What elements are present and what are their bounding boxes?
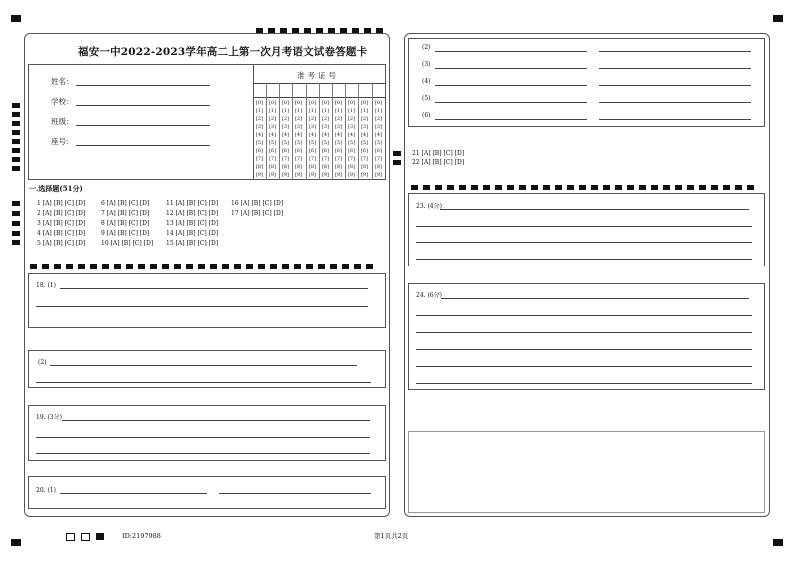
side-mark (12, 201, 20, 206)
footer-box-outline (66, 533, 75, 541)
digit-bubble[interactable]: [3] (281, 124, 290, 130)
mc-item[interactable]: 16 [A] [B] [C] [D] (231, 200, 284, 207)
name-field[interactable] (76, 85, 210, 86)
digit-bubble[interactable]: [5] (268, 140, 277, 146)
digit-bubble[interactable]: [4] (321, 132, 330, 138)
digit-bubble[interactable]: [7] (281, 156, 290, 162)
digit-bubble[interactable]: [5] (334, 140, 343, 146)
digit-bubble[interactable]: [9] (374, 172, 383, 178)
q18b-label: (2) (38, 359, 47, 366)
blank-answer-box[interactable] (408, 431, 765, 513)
digit-bubble[interactable]: [3] (255, 124, 264, 130)
digit-bubble[interactable]: [2] (334, 116, 343, 122)
mc-col-1[interactable] (37, 200, 85, 250)
mc-item[interactable]: 4 [A] [B] [C] [D] (37, 230, 86, 237)
digit-bubble[interactable]: [5] (281, 140, 290, 146)
q18b-answer-line[interactable] (50, 365, 357, 366)
side-mark (12, 157, 20, 162)
mc-col-3[interactable] (166, 200, 218, 250)
digit-bubble[interactable]: [2] (360, 116, 369, 122)
digit-bubble[interactable]: [2] (281, 116, 290, 122)
digit-bubble[interactable]: [1] (347, 108, 356, 114)
school-field[interactable] (76, 105, 210, 106)
subpart-label: (3) (422, 61, 431, 68)
q18b-answer-line[interactable] (36, 382, 371, 383)
q20-label: 20. (1) (36, 487, 56, 494)
q23-answer-line[interactable] (416, 226, 752, 227)
mc-col-4[interactable] (231, 200, 283, 220)
digit-bubble[interactable]: [8] (347, 164, 356, 170)
digit-bubble[interactable]: [4] (255, 132, 264, 138)
subpart-label: (5) (422, 95, 431, 102)
mc-item[interactable]: 22 [A] [B] [C] [D] (412, 159, 465, 166)
q24-answer-line[interactable] (416, 332, 752, 333)
digit-bubble[interactable]: [5] (374, 140, 383, 146)
digit-bubble[interactable]: [9] (360, 172, 369, 178)
digit-bubble[interactable]: [1] (281, 108, 290, 114)
digit-bubble[interactable]: [0] (281, 100, 290, 106)
seat-field[interactable] (76, 145, 210, 146)
side-mark (12, 121, 20, 126)
digit-bubble[interactable]: [9] (281, 172, 290, 178)
digit-column[interactable] (254, 99, 265, 179)
digit-bubble[interactable]: [9] (334, 172, 343, 178)
digit-bubble[interactable]: [2] (268, 116, 277, 122)
footer-id: ID:2197988 (122, 532, 161, 540)
side-mark (12, 221, 20, 226)
digit-bubble[interactable]: [8] (255, 164, 264, 170)
mc-item[interactable]: 17 [A] [B] [C] [D] (231, 210, 284, 217)
digit-bubble[interactable]: [3] (374, 124, 383, 130)
digit-bubble[interactable]: [8] (308, 164, 317, 170)
subpart-answer-line[interactable] (599, 85, 751, 86)
digit-bubble[interactable]: [6] (374, 148, 383, 154)
digit-bubble[interactable]: [0] (321, 100, 330, 106)
section1-label: 一.选择题(51分) (29, 184, 83, 193)
digit-bubble[interactable]: [2] (308, 116, 317, 122)
mc-item[interactable]: 11 [A] [B] [C] [D] (166, 200, 219, 207)
footer-box-filled (96, 533, 104, 540)
side-mark (12, 240, 20, 245)
q24-answer-line[interactable] (416, 349, 752, 350)
digit-bubble[interactable]: [8] (281, 164, 290, 170)
digit-bubble[interactable]: [4] (294, 132, 303, 138)
corner-mark (773, 539, 783, 546)
digit-bubble[interactable]: [6] (308, 148, 317, 154)
subpart-answer-line[interactable] (599, 119, 751, 120)
q19-answer-line[interactable] (36, 453, 370, 454)
digit-bubble[interactable]: [0] (268, 100, 277, 106)
digit-bubble[interactable]: [6] (347, 148, 356, 154)
digit-bubble[interactable]: [1] (294, 108, 303, 114)
admission-label: 准考证号 (297, 71, 339, 80)
q23-box (408, 193, 765, 266)
digit-column[interactable] (293, 99, 304, 179)
mc-item[interactable]: 12 [A] [B] [C] [D] (166, 210, 219, 217)
name-label: 姓名： (51, 77, 74, 86)
q19-label: 19. (3分) (36, 414, 62, 421)
digit-bubble[interactable]: [3] (268, 124, 277, 130)
digit-bubble[interactable]: [9] (308, 172, 317, 178)
digit-column[interactable] (373, 99, 384, 179)
digit-bubble[interactable]: [9] (255, 172, 264, 178)
q23-answer-line[interactable] (416, 242, 752, 243)
q19-answer-line[interactable] (36, 437, 370, 438)
side-mark (12, 130, 20, 135)
mc-item[interactable]: 8 [A] [B] [C] [D] (101, 220, 150, 227)
digit-bubble[interactable]: [7] (268, 156, 277, 162)
subpart-answer-line[interactable] (435, 51, 587, 52)
q24-answer-line[interactable] (416, 366, 752, 367)
mc-item[interactable]: 10 [A] [B] [C] [D] (101, 240, 154, 247)
mc-item[interactable]: 13 [A] [B] [C] [D] (166, 220, 219, 227)
side-mark (12, 148, 20, 153)
subpart-answer-line[interactable] (435, 102, 587, 103)
digit-bubble[interactable]: [1] (360, 108, 369, 114)
subpart-answer-line[interactable] (435, 85, 587, 86)
digit-bubble[interactable]: [8] (294, 164, 303, 170)
q23-answer-line[interactable] (416, 259, 752, 260)
digit-bubble[interactable]: [4] (308, 132, 317, 138)
digit-bubble[interactable]: [9] (347, 172, 356, 178)
mc-item[interactable]: 9 [A] [B] [C] [D] (101, 230, 150, 237)
digit-bubble[interactable]: [0] (360, 100, 369, 106)
side-mark (12, 103, 20, 108)
class-field[interactable] (76, 125, 210, 126)
seat-label: 座号： (51, 137, 74, 146)
digit-bubble[interactable]: [2] (255, 116, 264, 122)
corner-mark (11, 539, 21, 546)
q18-box (28, 273, 386, 328)
digit-bubble[interactable]: [7] (255, 156, 264, 162)
digit-column[interactable] (359, 99, 370, 179)
side-mark (393, 151, 401, 156)
digit-column[interactable] (333, 99, 344, 179)
side-mark (12, 211, 20, 216)
digit-bubble[interactable]: [9] (294, 172, 303, 178)
digit-bubble[interactable]: [0] (347, 100, 356, 106)
mc-item[interactable]: 5 [A] [B] [C] [D] (37, 240, 86, 247)
digit-bubble[interactable]: [0] (374, 100, 383, 106)
digit-bubble[interactable]: [2] (294, 116, 303, 122)
digit-bubble[interactable]: [8] (334, 164, 343, 170)
digit-bubble[interactable]: [5] (294, 140, 303, 146)
q19-answer-line[interactable] (62, 420, 370, 421)
section-divider (411, 175, 759, 180)
digit-bubble[interactable]: [9] (321, 172, 330, 178)
digit-bubble[interactable]: [6] (321, 148, 330, 154)
digit-bubble[interactable]: [6] (281, 148, 290, 154)
page-title: 福安一中2022-2023学年高二上第一次月考语文试卷答题卡 (78, 46, 368, 58)
digit-bubble[interactable]: [3] (294, 124, 303, 130)
digit-bubble[interactable]: [2] (347, 116, 356, 122)
q24-answer-line[interactable] (416, 315, 752, 316)
digit-bubble[interactable]: [3] (360, 124, 369, 130)
digit-bubble[interactable]: [4] (268, 132, 277, 138)
mc-item[interactable]: 7 [A] [B] [C] [D] (101, 210, 150, 217)
section-divider (30, 254, 378, 259)
digit-column[interactable] (267, 99, 278, 179)
digit-bubble[interactable]: [7] (360, 156, 369, 162)
subpart-answer-line[interactable] (599, 68, 751, 69)
top-timing-marks (256, 18, 388, 23)
digit-bubble[interactable]: [8] (268, 164, 277, 170)
q18-label: 18. (1) (36, 282, 56, 289)
digit-bubble[interactable]: [1] (268, 108, 277, 114)
digit-bubble[interactable]: [4] (347, 132, 356, 138)
digit-bubble[interactable]: [6] (255, 148, 264, 154)
mc-item[interactable]: 3 [A] [B] [C] [D] (37, 220, 86, 227)
digit-bubble[interactable]: [5] (308, 140, 317, 146)
corner-mark (11, 15, 21, 22)
digit-bubble[interactable]: [1] (321, 108, 330, 114)
digit-bubble[interactable]: [9] (268, 172, 277, 178)
corner-mark (773, 15, 783, 22)
digit-bubble[interactable]: [2] (321, 116, 330, 122)
digit-bubble[interactable]: [4] (281, 132, 290, 138)
digit-bubble[interactable]: [7] (308, 156, 317, 162)
footer-box-outline (81, 533, 90, 541)
mc-item[interactable]: 2 [A] [B] [C] [D] (37, 210, 86, 217)
mc-col-2[interactable] (101, 200, 153, 250)
q20-answer-line[interactable] (60, 493, 207, 494)
digit-bubble[interactable]: [4] (360, 132, 369, 138)
subpart-label: (2) (422, 44, 431, 51)
digit-bubble[interactable]: [0] (308, 100, 317, 106)
digit-bubble[interactable]: [0] (334, 100, 343, 106)
subpart-answer-line[interactable] (435, 119, 587, 120)
digit-column[interactable] (280, 99, 291, 179)
digit-column[interactable] (320, 99, 331, 179)
digit-bubble[interactable]: [2] (374, 116, 383, 122)
digit-bubble[interactable]: [1] (255, 108, 264, 114)
subpart-label: (4) (422, 78, 431, 85)
mc-item[interactable]: 6 [A] [B] [C] [D] (101, 200, 150, 207)
q24-answer-line[interactable] (416, 383, 752, 384)
digit-bubble[interactable]: [7] (347, 156, 356, 162)
digit-bubble[interactable]: [6] (294, 148, 303, 154)
digit-bubble[interactable]: [6] (334, 148, 343, 154)
digit-column[interactable] (346, 99, 357, 179)
side-mark (12, 166, 20, 171)
digit-bubble[interactable]: [7] (334, 156, 343, 162)
digit-bubble[interactable]: [5] (321, 140, 330, 146)
digit-bubble[interactable]: [8] (374, 164, 383, 170)
digit-bubble[interactable]: [0] (294, 100, 303, 106)
digit-bubble[interactable]: [5] (347, 140, 356, 146)
q23-label: 23. (4分) (416, 203, 442, 210)
mc-item[interactable]: 21 [A] [B] [C] [D] (412, 150, 465, 157)
digit-bubble[interactable]: [3] (308, 124, 317, 130)
digit-bubble[interactable]: [1] (334, 108, 343, 114)
digit-bubble[interactable]: [6] (268, 148, 277, 154)
digit-bubble[interactable]: [6] (360, 148, 369, 154)
side-mark (12, 139, 20, 144)
digit-bubble[interactable]: [5] (255, 140, 264, 146)
q20-answer-line[interactable] (219, 493, 371, 494)
class-label: 班级： (51, 117, 74, 126)
side-mark (12, 112, 20, 117)
digit-bubble[interactable]: [7] (294, 156, 303, 162)
digit-bubble[interactable]: [8] (321, 164, 330, 170)
mc-item[interactable]: 1 [A] [B] [C] [D] (37, 200, 86, 207)
digit-bubble[interactable]: [8] (360, 164, 369, 170)
q24-box (408, 283, 765, 390)
subpart-answer-line[interactable] (435, 68, 587, 69)
digit-bubble[interactable]: [5] (360, 140, 369, 146)
q18-answer-line[interactable] (60, 288, 368, 289)
digit-bubble[interactable]: [3] (321, 124, 330, 130)
digit-column[interactable] (307, 99, 318, 179)
q18-answer-line[interactable] (36, 306, 368, 307)
digit-bubble[interactable]: [1] (308, 108, 317, 114)
q24-answer-line[interactable] (441, 298, 749, 299)
mc-item[interactable]: 15 [A] [B] [C] [D] (166, 240, 219, 247)
digit-bubble[interactable]: [7] (321, 156, 330, 162)
digit-bubble[interactable]: [1] (374, 108, 383, 114)
digit-bubble[interactable]: [3] (347, 124, 356, 130)
subpart-label: (6) (422, 112, 431, 119)
digit-bubble[interactable]: [4] (334, 132, 343, 138)
q24-label: 24. (6分) (416, 292, 442, 299)
side-mark (12, 231, 20, 236)
school-label: 学校： (51, 97, 74, 106)
side-mark (393, 160, 401, 165)
digit-bubble[interactable]: [7] (374, 156, 383, 162)
digit-bubble[interactable]: [4] (374, 132, 383, 138)
q23-answer-line[interactable] (440, 209, 749, 210)
mc-item[interactable]: 14 [A] [B] [C] [D] (166, 230, 219, 237)
subpart-answer-line[interactable] (599, 51, 751, 52)
page-number: 第1页共2页 (374, 532, 409, 540)
digit-bubble[interactable]: [3] (334, 124, 343, 130)
subpart-answer-line[interactable] (599, 102, 751, 103)
digit-bubble[interactable]: [0] (255, 100, 264, 106)
